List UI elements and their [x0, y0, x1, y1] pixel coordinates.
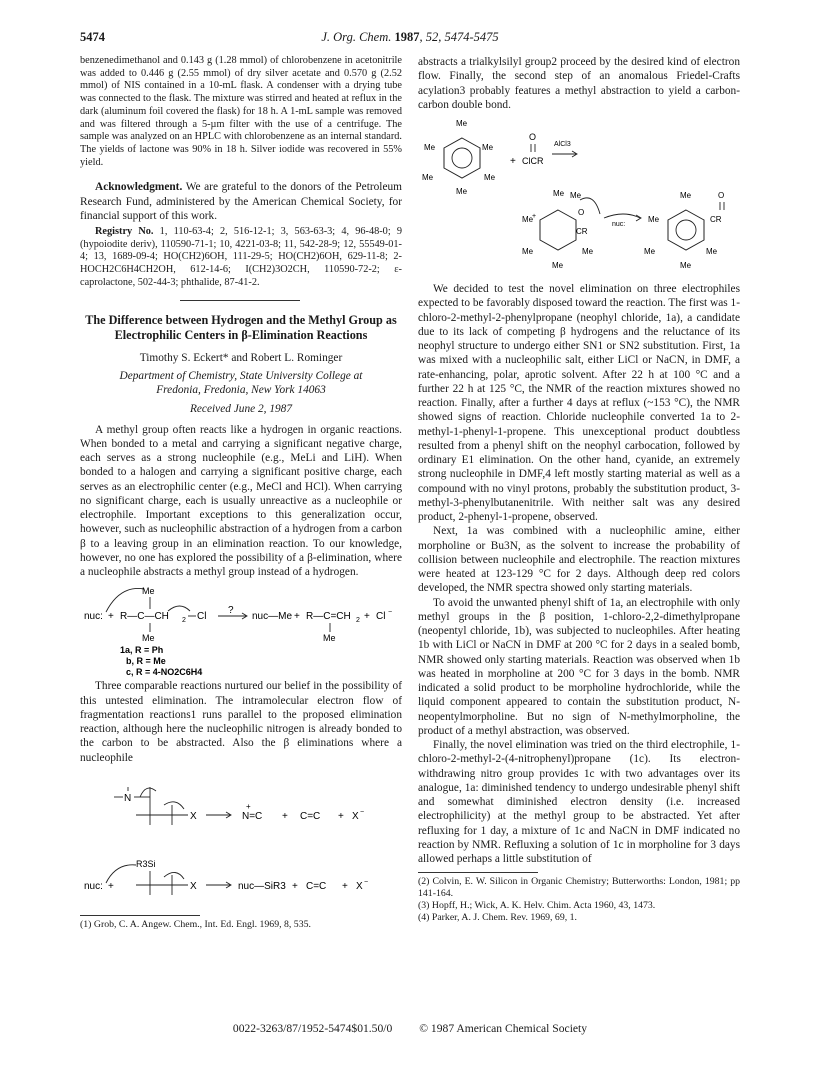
scheme2-nuc: nuc: [84, 880, 103, 892]
scheme1-chloride: Cl [376, 611, 386, 623]
scheme1-plus: + [108, 611, 114, 623]
scheme3-int-me-5: Me [582, 247, 594, 256]
right-paragraph-2: We decided to test the novel elimination on three electrophiles expected to be favorably disposed toward the reaction. The first was 1-chloro-2-methyl-2-phenylpropane (neophyl chloride, 1a), a candidate due to its lack of competing β hydrogens and the reluctance of its neophyl structure to undergo either SN1 or SN2 substitution. First, 1a was mixed with a nucleophilic salt, either LiCl or NaCN, in DMF, a rate-enhancing, polar, aprotic solvent. After 22 h at 100 °C and a further 22 h at 125 °C, the NMR of the reaction mixtures showed no reaction. Finally, after a further 4 days at reflux (~153 °C), the NMR showed signs of reaction. Chloride nucleophile converted 1a to 2-methyl-1-phenyl-1-propene. This unexceptional product doubtless resulted from a phenyl shift on the neophyl carbocation, followed by ordinary E1 elimination. On the other hand, cyanide, an extremely strong nucleophile in DMF,4 left mostly starting material as well as a compound with no vinyl protons, probably the substitution product, 3-methyl-3-phenylbutanenitrile. With neither salt was any desired product, 2-phenyl-1-propene, observed. [418, 283, 740, 523]
scheme3-prod-me-1: Me [680, 191, 692, 200]
scheme3-prod-me-4: Me [706, 247, 718, 256]
page-footer [80, 1022, 740, 1035]
footnote-1: (1) Grob, C. A. Angew. Chem., Int. Ed. Engl. 1969, 8, 535. [80, 918, 311, 930]
scheme3-me-left: Me [424, 143, 436, 152]
scheme2-iminium: N=C [242, 810, 263, 822]
scheme1-chlorine: Cl [197, 611, 207, 623]
scheme2-plus-4: + [292, 880, 298, 892]
scheme2-arrow-2 [164, 802, 184, 809]
registry-numbers [80, 226, 402, 290]
scheme2-plus-2: + [338, 810, 344, 822]
registry-text: 1, 110-63-4; 2, 516-12-1; 3, 563-63-3; 4, 96-48-0; 9 (hypoiodite deriv), 110590-71-1; 10, 4221-03-8; 11, 542-28-9; 12, 55549-01-4; 13, 1689-09-4; HO(CH2)6OH, 111-29-5; HO(CH2)6OH, 629-11-8; 2-HOCH2C6H4CH2OH, 612-14-6; I(CH2)3O2CH, 110590-72-2; ε-caprolactone, 502-44-3; phthalide, 87-41-2. [80, 226, 403, 288]
journal-citation [80, 30, 740, 45]
scheme3-int-oxygen: O [578, 208, 585, 217]
scheme2-silyl-product: nuc—SiR3 [238, 880, 286, 892]
scheme3-me-bottom: Me [456, 187, 468, 196]
scheme3-int-me-4: Me [522, 247, 534, 256]
background-paragraph: Three comparable reactions nurtured our belief in the possibility of this untested elimination. The intramolecular electron flow of fragmentation reactions1 runs parallel to the proposed elimination reaction, although here the nucleophilic nitrogen is already bonded to the carbon to be abstracted. Also the β eliminations where a nucleophile [80, 680, 402, 764]
scheme3-product-arrow [604, 214, 640, 218]
right-paragraph-4: To avoid the unwanted phenyl shift of 1a, an electrophile with only methyl groups in the β position, 1-chloro-2,2-dimethylpropane (neopentyl chloride, 1b), was subjected to nucleophiles. After heating 1b with LiCl or NaCN in DMF at 200 °C for 2 days in a sealed bomb, NMR showed only starting materials. Reaction was observed when 1b was heated in morpholine at 200 °C for 3 days in the bomb. NMR indicated a solid product to be morpholine hydrochloride, while the liquid component appeared to contain the substitution product, N-neopentylmorpholine. But no sign of N-methylmorpholine, the product of a methyl abstraction, was observed. [418, 596, 740, 737]
footnote-3: (3) Hopff, H.; Wick, A. K. Helv. Chim. Acta 1960, 43, 1473. [418, 900, 656, 912]
scheme3-intermediate-ring [540, 210, 576, 250]
scheme2-alkene-2: C=C [306, 880, 327, 892]
right-column [418, 55, 740, 924]
scheme1-subscript-2b: 2 [356, 617, 360, 625]
intro-paragraph: A methyl group often reacts like a hydrogen in organic reactions. When bonded to a metal and carrying a significant negative charge, each serves as a strong nucleophile (e.g., MeLi and LiH). When bonded to a halogen and carrying a significant positive charge, each serves as an electrophilic center (e.g., MeCl and HCl). When carrying no significant charge, each is usually unreactive as a nucleophile or electrophile. Important exceptions to this generalization occur, however, such as nucleophilic abstraction of a hydrogen from a carbon β to a leaving group in an elimination reaction. To our knowledge, however, no one has explored the possibility of a β-elimination, where a nucleophile abstracts a methyl group instead of a hydrogen. [80, 423, 402, 579]
scheme3-int-me-2: Me [570, 191, 582, 200]
footnote-divider [80, 915, 200, 916]
scheme2-alkene: C=C [300, 810, 321, 822]
scheme2-iminium-charge: + [246, 801, 251, 811]
article-authors: Timothy S. Eckert* and Robert L. Rominger [139, 351, 343, 364]
scheme2-x-2: X [190, 880, 197, 892]
scheme3-int-me-1: Me [553, 189, 565, 198]
scheme3-arene-circle [452, 148, 472, 168]
scheme2-plus-3: + [108, 880, 114, 892]
acknowledgment [80, 180, 402, 223]
scheme3-product-circle [676, 220, 696, 240]
scheme1-plus-2: + [294, 611, 300, 623]
scheme3-me-right: Me [482, 143, 494, 152]
scheme3-prod-me-2: Me [648, 215, 660, 224]
scheme3-me-top: Me [456, 119, 468, 128]
scheme2-arrow-4 [164, 872, 184, 879]
affiliation-line-2: Fredonia, Fredonia, New York 14063 [156, 384, 326, 397]
scheme3-oxygen: O [529, 132, 537, 142]
scheme1-nuc: nuc: [84, 611, 103, 623]
scheme3-plus: + [510, 156, 516, 167]
scheme3-int-me-3: Me [522, 215, 534, 224]
scheme1-label-b: b, R = Me [126, 656, 166, 667]
scheme3-arene-ring [444, 138, 480, 178]
scheme3-prod-oxygen: O [718, 191, 725, 200]
scheme1-top-methyl: Me [142, 586, 155, 597]
scheme2-x: X [190, 810, 197, 822]
scheme3-product-arrowhead [636, 215, 641, 221]
scheme2-arrow-1 [140, 788, 156, 797]
scheme1-plus-3: + [364, 611, 370, 623]
scheme2-leaving: X [352, 810, 359, 822]
scheme2-plus-1: + [282, 810, 288, 822]
scheme1-charge: − [388, 609, 393, 617]
scheme1-subscript-2: 2 [182, 617, 186, 625]
section-divider [180, 300, 300, 301]
scheme2-leaving-charge: − [360, 808, 365, 816]
scheme3-me-lower-right: Me [484, 173, 496, 182]
scheme3-catalyst: AlCl3 [554, 141, 571, 148]
scheme2-leaving-2: X [356, 880, 363, 892]
scheme1-substrate: R—C—CH [120, 611, 169, 623]
comparison-schemes [80, 767, 402, 909]
page-number: 5474 [80, 30, 105, 44]
copyright: © 1987 American Chemical Society [419, 1022, 588, 1035]
scheme2-leaving-charge-2: − [364, 878, 369, 886]
scheme3-prod-me-5: Me [680, 261, 692, 270]
acknowledgment-label: Acknowledgment. [95, 181, 183, 194]
right-paragraph-5: Finally, the novel elimination was tried on the third electrophile, 1-chloro-2-methyl-2-(4-nitrophenyl)propane (1c). Its electron-withdrawing nitro group provides 1c with two advantages over its analogue, 1a: diminished tendency to undergo undesirable phenyl shift and somewhat diminished electron density (i.e. increased electrophilicity) at the methyl group to be abstracted. Yet after refluxing for 1 day, a mixture of 1c and NaCN in DMF indicated no reaction by NMR. Refluxing a solution of 1c in morpholine for 3 days allowed perhaps a little substitution of [418, 739, 740, 865]
scheme3-product-ring [668, 210, 704, 250]
registry-label: Registry No. [95, 226, 154, 238]
scheme1-arrow-2 [168, 606, 190, 611]
scheme3-nuc: nuc: [612, 221, 626, 228]
scheme2-plus-5: + [342, 880, 348, 892]
experimental-text: benzenedimethanol and 0.143 g (1.28 mmol) of chlorobenzene in acetonitrile was added to 0.446 g (2.55 mmol) of dry silver acetate and 0.570 g (2.52 mmol) of NIS contained in a 10-mL flask. A condenser with a drying tube was connected to the flask. The mixture was stirred and heated at reflux in the dark (aluminum foil covered the flask) for 18 h. A 1-mL sample was removed and was filtered through a 5-µm filter with the use of a centrifuge. The sample was analyzed on an HPLC with chlorobenzene as an internal standard. The yields of lactone was 90% in 18 h. Silver iodide was recovered in 55% yield. [80, 55, 402, 168]
article-code: 0022-3263/87/1952-5474$01.50/0 [232, 1022, 393, 1035]
journal-volume-pages: , 52, 5474-5475 [419, 30, 499, 44]
footnote-4: (4) Parker, A. J. Chem. Rev. 1969, 69, 1. [418, 912, 577, 924]
scheme3-acyl-chloride: ClCR [522, 156, 544, 166]
running-header [80, 30, 740, 46]
left-column [80, 55, 402, 931]
received-date: Received June 2, 1987 [189, 403, 293, 416]
affiliation-line-1: Department of Chemistry, State University College at [119, 369, 363, 382]
article-title: The Difference between Hydrogen and the Methyl Group as Electrophilic Centers in β-Elimination Reactions [85, 312, 397, 342]
journal-year: 1987 [394, 30, 420, 44]
scheme3-int-charge: + [532, 213, 537, 220]
scheme1-product-1: nuc—Me [252, 611, 293, 623]
scheme3-int-acyl: CR [576, 227, 588, 236]
scheme1-arrow-1 [106, 589, 144, 613]
elimination-scheme [80, 581, 402, 677]
scheme1-label-a: 1a, R = Ph [120, 645, 164, 656]
scheme1-label-c: c, R = 4-NO2C6H4 [126, 667, 203, 678]
scheme2-silyl: R3Si [136, 858, 156, 869]
acknowledgment-text: We are grateful to the donors of the Petroleum Research Fund, administered by the American Chemical Society, for financial support of this work. [80, 181, 402, 222]
right-paragraph-3: Next, 1a was combined with a nucleophilic amine, either morpholine or Bu3N, as the solvent to increase the probability of collision between nucleophile and electrophile. The reaction mixtures were heated at 123-129 °C for 2 days. Although deep red colors developed, the NMR spectra showed only starting materials. [418, 525, 740, 595]
scheme3-prod-acyl: CR [710, 215, 722, 224]
scheme3-int-me-6: Me [552, 261, 564, 270]
scheme1-bottom-methyl: Me [142, 633, 155, 644]
right-paragraph-1: abstracts a trialkylsilyl group2 proceed by the desired kind of electron flow. Finally, the second step of an anomalous Friedel-Crafts acylation3 probably features a methyl abstraction to yield a carbon-carbon double bond. [418, 56, 740, 111]
scheme2-n: N [124, 792, 132, 804]
footnote-divider-right [418, 872, 538, 873]
journal-name: J. Org. Chem. [321, 30, 392, 44]
scheme1-question: ? [228, 605, 234, 617]
friedel-crafts-scheme [418, 114, 740, 280]
scheme3-prod-me-3: Me [644, 247, 656, 256]
scheme3-me-lower-left: Me [422, 173, 434, 182]
scheme1-product-methyl: Me [323, 633, 336, 644]
footnote-2: (2) Colvin, E. W. Silicon in Organic Chemistry; Butterworths: London, 1981; pp 141-164. [418, 876, 740, 900]
scheme1-product-2: R—C=CH [306, 611, 351, 623]
